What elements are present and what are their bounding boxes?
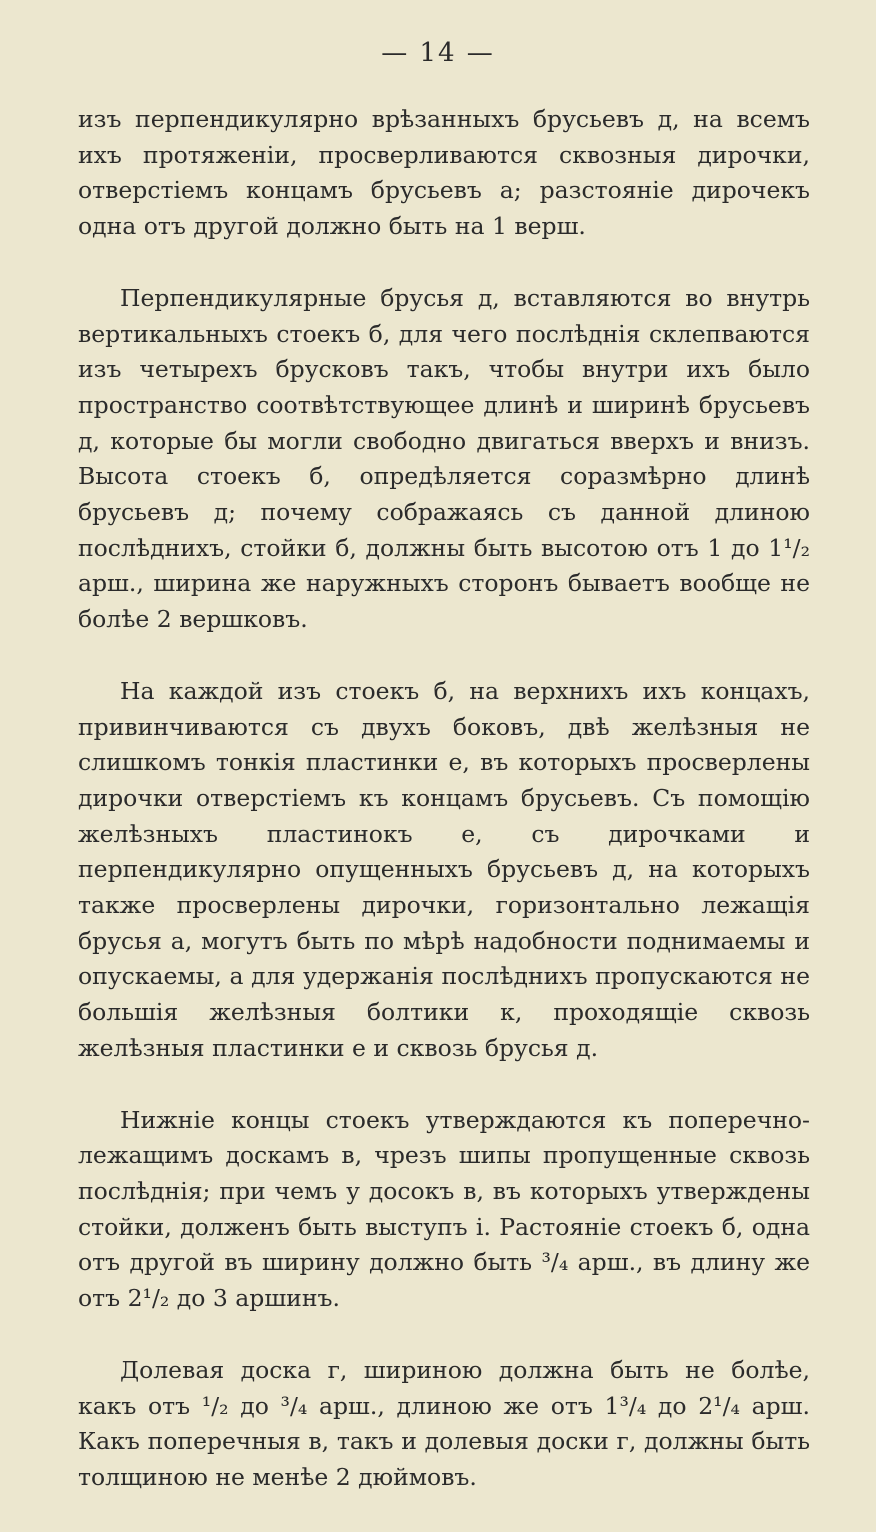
- page-body: [78, 102, 810, 1532]
- paragraph: изъ перпендикулярно врѣзанныхъ брусьевъ д, на всемъ ихъ протяженіи, просверливаются сквозныя дирочки, отверстіемъ концамъ брусьевъ а; разстояніе дирочекъ одна отъ другой должно быть на 1 верш.: [78, 105, 810, 241]
- paragraph: Долевая доска г, шириною должна быть не болѣе, какъ отъ ¹/₂ до ³/₄ арш., длиною же отъ 1³/₄ до 2¹/₄ арш. Какъ поперечныя в, такъ и долевыя доски г, должны быть толщиною не менѣе 2 дюймовъ.: [78, 1355, 810, 1491]
- paragraph: На каждой изъ стоекъ б, на верхнихъ ихъ концахъ, привинчиваются съ двухъ боковъ, двѣ желѣзныя не слишкомъ тонкія пластинки е, въ которыхъ просверлены дирочки отверстіемъ къ концамъ брусьевъ. Съ помощію желѣзныхъ пластинокъ е, съ дирочками и перпендикулярно опущенныхъ брусьевъ д, на которыхъ также просверлены дирочки, горизонтально лежащія брусья а, могутъ быть по мѣрѣ надобности поднимаемы и опускаемы, а для удержанія послѣднихъ пропускаются не большія желѣзныя болтики к, проходящіе сквозь желѣзныя пластинки е и сквозь брусья д.: [78, 676, 810, 1062]
- paragraph: Перпендикулярные брусья д, вставляются во внутрь вертикальныхъ стоекъ б, для чего послѣднія склепваются изъ четырехъ брусковъ такъ, чтобы внутри ихъ было пространство соотвѣтствующее длинѣ и ширинѣ брусьевъ д, которые бы могли свободно двигаться вверхъ и внизъ. Высота стоекъ б, опредѣляется соразмѣрно длинѣ брусьевъ д; почему сображаясь съ данной длиною послѣднихъ, стойки б, должны быть высотою отъ 1 до 1¹/₂ арш., ширина же наружныхъ сторонъ бываетъ вообще не болѣе 2 вершковъ.: [78, 283, 810, 634]
- page-number: — 14 —: [381, 38, 495, 68]
- paragraph: Нижніе концы стоекъ утверждаются къ поперечно-лежащимъ доскамъ в, чрезъ шипы пропущенные сквозь послѣднія; при чемъ у досокъ в, въ которыхъ утверждены стойки, долженъ быть выступъ і. Растояніе стоекъ б, одна отъ другой въ ширину должно быть ³/₄ арш., въ длину же отъ 2¹/₂ до 3 аршинъ.: [78, 1105, 810, 1313]
